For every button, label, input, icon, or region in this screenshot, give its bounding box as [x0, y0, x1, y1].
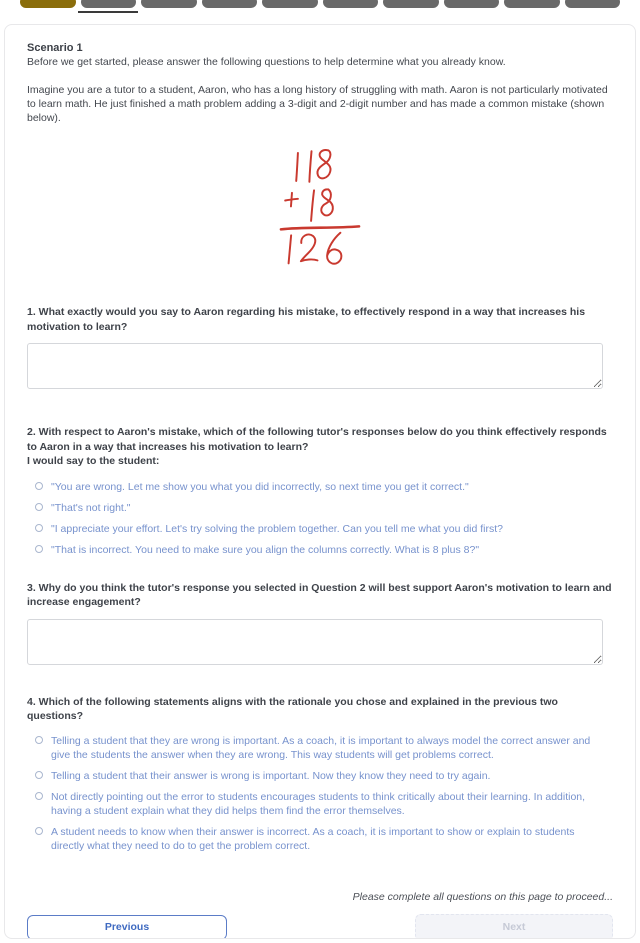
- radio-button-icon[interactable]: [35, 503, 43, 511]
- q4-option-1[interactable]: [35, 734, 613, 762]
- q4-option-3[interactable]: [35, 790, 613, 818]
- question-4-options: [27, 734, 613, 853]
- current-segment-underline: [78, 11, 138, 13]
- question-4-text: 4. Which of the following statements aligns with the rationale you chose and explained in the previous two questions?: [27, 695, 558, 722]
- question-3-text: 3. Why do you think the tutor's response you selected in Question 2 will best support Aaron's motivation to learn and increase engagement?: [27, 581, 612, 608]
- radio-button-icon[interactable]: [35, 771, 43, 779]
- q2-option-2-label: "That's not right.": [51, 501, 131, 514]
- handwritten-math-image: [27, 147, 613, 271]
- question-3-answer-input[interactable]: [27, 619, 603, 665]
- q2-option-2[interactable]: [35, 501, 613, 515]
- q2-option-4-label: "That is incorrect. You need to make sure you align the columns correctly. What is 8 plus 8?": [51, 543, 480, 556]
- progress-segment-3: [141, 0, 197, 8]
- q2-option-3-label: "I appreciate your effort. Let's try solving the problem together. Can you tell me what you did first?: [51, 522, 504, 535]
- question-2-text: 2. With respect to Aaron's mistake, which of the following tutor's responses below do you think effectively responds to Aaron in a way that increases his motivation to learn?: [27, 426, 607, 453]
- progress-segment-1: [20, 0, 76, 8]
- q2-option-1-label: "You are wrong. Let me show you what you did incorrectly, so next time you get it correct.": [51, 480, 469, 493]
- q4-option-3-label: Not directly pointing out the error to students encourages students to think critically about their learning. In addition, having a student explain what they did helps them find the error themselves.: [51, 790, 586, 817]
- q4-option-4-label: A student needs to know when their answer is incorrect. As a coach, it is important to show or explain to students directly what they need to do to get the problem correct.: [51, 825, 575, 852]
- progress-segment-7: [383, 0, 439, 8]
- scenario-title: Scenario 1: [27, 42, 83, 54]
- progress-segment-5: [262, 0, 318, 8]
- previous-button[interactable]: Previous: [27, 915, 227, 940]
- progress-segment-10: [565, 0, 621, 8]
- next-button[interactable]: Next: [415, 914, 613, 940]
- radio-button-icon[interactable]: [35, 827, 43, 835]
- question-2-options: [27, 480, 613, 557]
- progress-segment-2: [81, 0, 137, 8]
- survey-card: [4, 24, 636, 939]
- radio-button-icon[interactable]: [35, 482, 43, 490]
- q4-option-2-label: Telling a student that their answer is wrong is important. Now they know they need to try again.: [51, 769, 491, 782]
- completion-notice: Please complete all questions on this page to proceed...: [352, 890, 613, 903]
- q4-option-1-label: Telling a student that they are wrong is important. As a coach, it is important to always model the correct answer and give the students the answer when they are wrong. This way students will get problems correct.: [51, 734, 591, 761]
- scenario-description: Imagine you are a tutor to a student, Aaron, who has a long history of struggling with math. Aaron is not particularly motivated to learn math. He just finished a math problem adding a 3-digit and 2-digit number and has made a common mistake (shown below).: [27, 84, 608, 124]
- q4-option-4[interactable]: [35, 825, 613, 853]
- question-1-answer-input[interactable]: [27, 343, 603, 389]
- scenario-lead: Before we get started, please answer the following questions to help determine what you already know.: [27, 56, 506, 68]
- navigation-buttons: [27, 914, 613, 940]
- question-2-prompt: I would say to the student:: [27, 455, 160, 467]
- radio-button-icon[interactable]: [35, 792, 43, 800]
- q2-option-4[interactable]: [35, 543, 613, 557]
- radio-button-icon[interactable]: [35, 736, 43, 744]
- progress-segment-4: [202, 0, 258, 8]
- question-1-text: 1. What exactly would you say to Aaron regarding his mistake, to effectively respond in a way that increases his motivation to learn?: [27, 306, 586, 333]
- math-mistake-drawing: [274, 147, 366, 271]
- progress-segment-9: [504, 0, 560, 8]
- q2-option-1[interactable]: [35, 480, 613, 494]
- progress-segment-8: [444, 0, 500, 8]
- radio-button-icon[interactable]: [35, 524, 43, 532]
- progress-segment-6: [323, 0, 379, 8]
- survey-progress-bar: [0, 0, 640, 14]
- q4-option-2[interactable]: [35, 769, 613, 783]
- q2-option-3[interactable]: [35, 522, 613, 536]
- radio-button-icon[interactable]: [35, 545, 43, 553]
